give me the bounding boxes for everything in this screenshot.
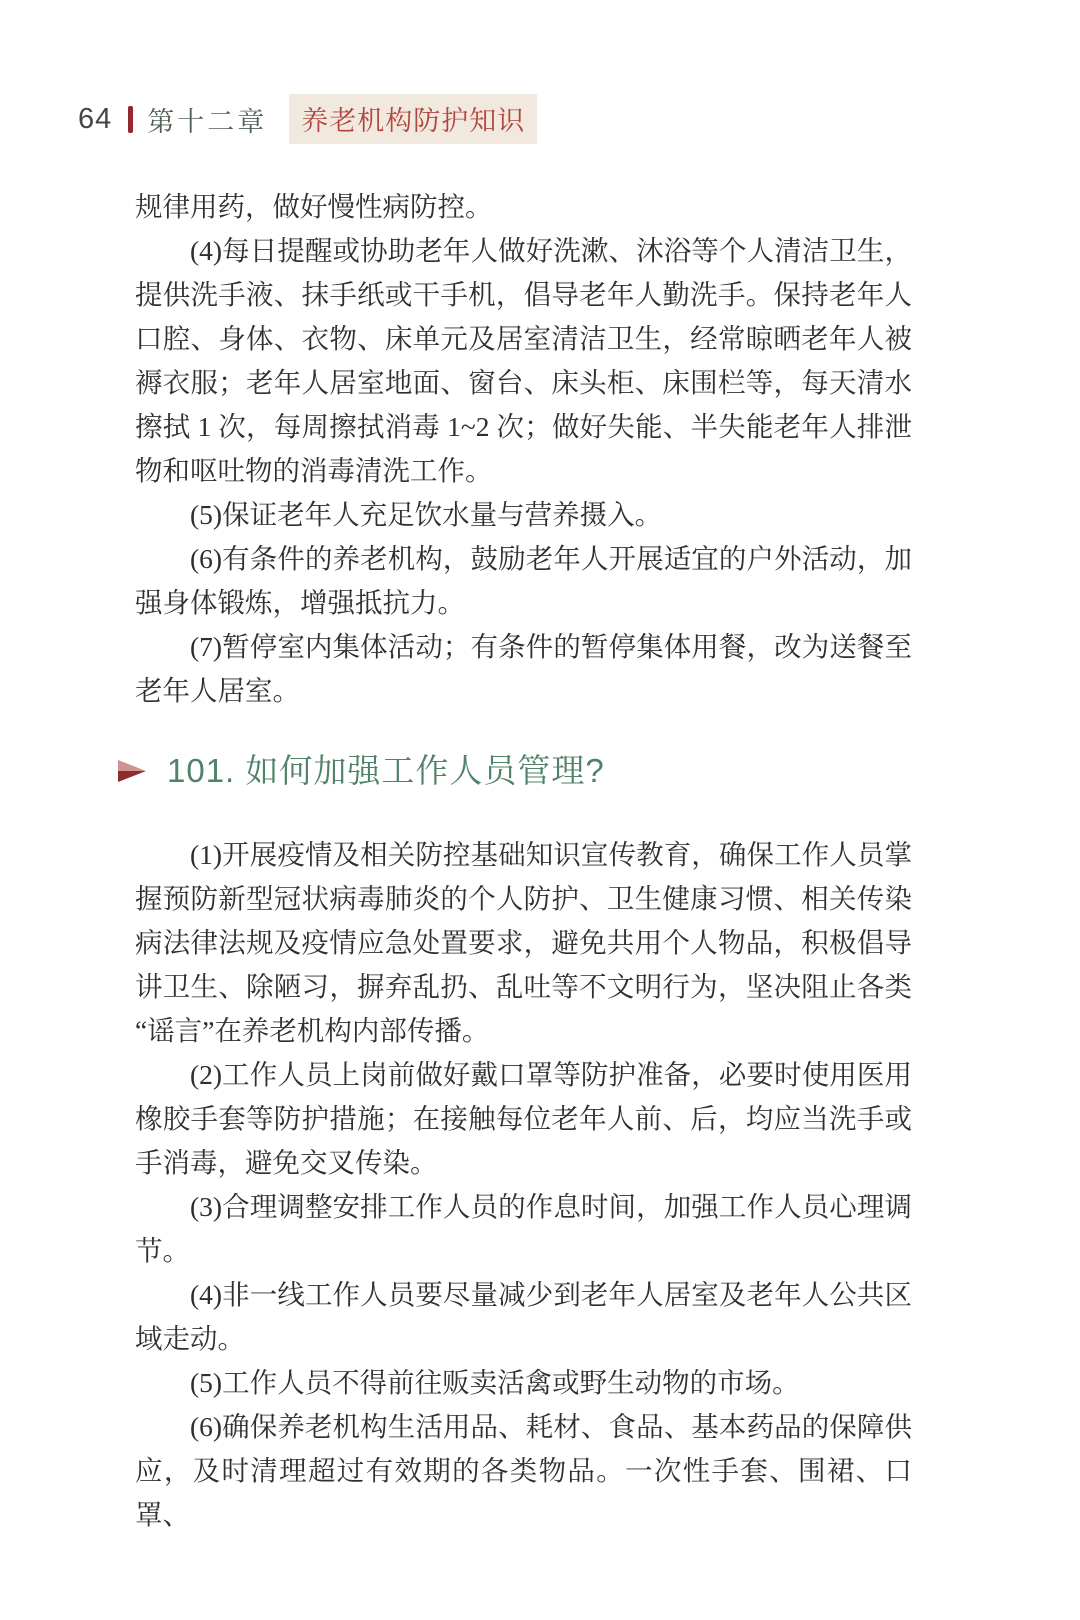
paragraph: (3)合理调整安排工作人员的作息时间，加强工作人员心理调节。: [135, 1191, 912, 1266]
paragraph: (6)有条件的养老机构，鼓励老年人开展适宜的户外活动，加强身体锻炼，增强抵抗力。: [135, 543, 912, 618]
paragraph: (1)开展疫情及相关防控基础知识宣传教育，确保工作人员掌握预防新型冠状病毒肺炎的个人防护、卫生健康习惯、相关传染病法律法规及疫情应急处置要求，避免共用个人物品，积极倡导讲卫生、除陋习，摒弃乱扔、乱吐等不文明行为，坚决阻止各类“谣言”在养老机构内部传播。: [135, 839, 912, 1046]
page-number: 64: [78, 102, 113, 135]
chapter-separator-bar: [128, 106, 133, 133]
paragraph: (4)非一线工作人员要尽量减少到老年人居室及老年人公共区域走动。: [135, 1279, 912, 1354]
paragraph: 规律用药，做好慢性病防控。: [135, 191, 493, 222]
page-content: [135, 185, 912, 1537]
section-heading-text: 101. 如何加强工作人员管理?: [167, 752, 605, 789]
running-header: [78, 98, 537, 140]
paragraph: (4)每日提醒或协助老年人做好洗漱、沐浴等个人清洁卫生，提供洗手液、抹手纸或干手机，倡导老年人勤洗手。保持老年人口腔、身体、衣物、床单元及居室清洁卫生，经常晾晒老年人被褥衣服；老年人居室地面、窗台、床头柜、床围栏等，每天清水擦拭 1 次，每周擦拭消毒 1~2 次；做好失能、半失能老年人排泄物和呕吐物的消毒清洗工作。: [135, 235, 912, 486]
paragraph: (5)工作人员不得前往贩卖活禽或野生动物的市场。: [190, 1367, 800, 1398]
arrow-right-icon: [115, 756, 149, 786]
chapter-title: 养老机构防护知识: [289, 94, 537, 144]
chapter-label: 第十二章: [147, 106, 268, 137]
paragraph: (7)暂停室内集体活动；有条件的暂停集体用餐，改为送餐至老年人居室。: [135, 631, 912, 706]
paragraph: (2)工作人员上岗前做好戴口罩等防护准备，必要时使用医用橡胶手套等防护措施；在接触每位老年人前、后，均应当洗手或手消毒，避免交叉传染。: [135, 1059, 912, 1178]
section-heading: [115, 749, 912, 793]
paragraph: (5)保证老年人充足饮水量与营养摄入。: [190, 499, 663, 530]
paragraph: (6)确保养老机构生活用品、耗材、食品、基本药品的保障供应，及时清理超过有效期的各类物品。一次性手套、围裙、口罩、: [135, 1411, 912, 1530]
